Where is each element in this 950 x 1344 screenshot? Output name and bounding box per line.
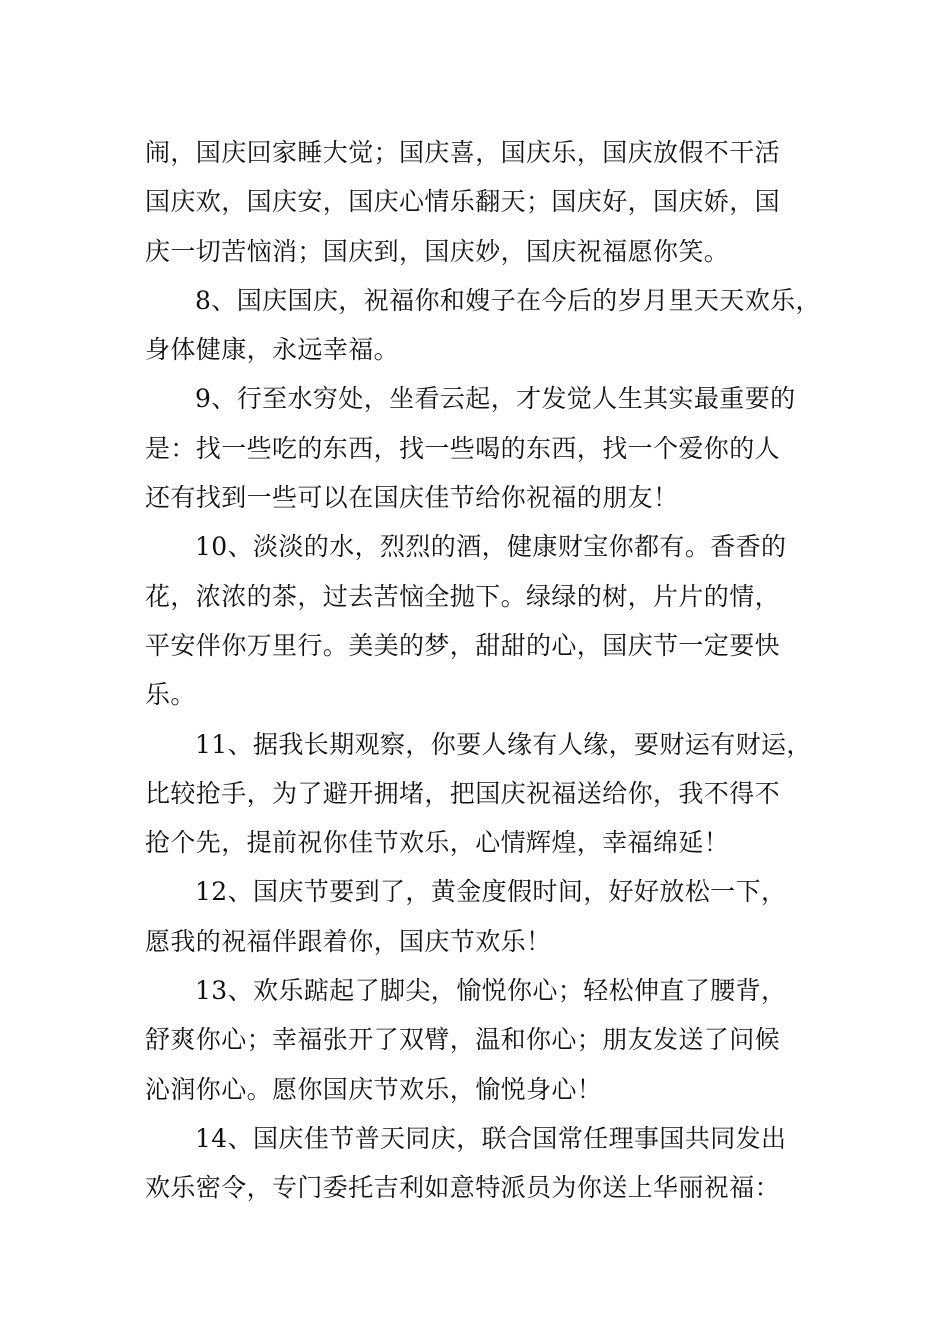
text-line: 平安伴你万里行。美美的梦，甜甜的心，国庆节一定要快 — [145, 630, 781, 660]
paragraph-start-11: 11、据我长期观察，你要人缘有人缘，要财运有财运， — [195, 729, 812, 759]
text-line: 抢个先，提前祝你佳节欢乐，心情辉煌，幸福绵延！ — [145, 828, 730, 858]
paragraph-start-8: 8、国庆国庆，祝福你和嫂子在今后的岁月里天天欢乐， — [195, 285, 821, 315]
text-line: 乐。 — [145, 680, 196, 710]
text-line: 身体健康，永远幸福。 — [145, 335, 400, 365]
document-body — [145, 128, 821, 1213]
text-line: 舒爽你心；幸福张开了双臂，温和你心；朋友发送了问候 — [145, 1025, 781, 1055]
paragraph-start-9: 9、行至水穷处，坐看云起，才发觉人生其实最重要的 — [195, 384, 796, 414]
text-line: 花，浓浓的茶，过去苦恼全抛下。绿绿的树，片片的情， — [145, 581, 781, 611]
paragraph-start-10: 10、淡淡的水，烈烈的酒，健康财宝你都有。香香的 — [195, 532, 787, 562]
text-line: 闹，国庆回家睡大觉；国庆喜，国庆乐，国庆放假不干活 — [145, 138, 781, 167]
text-line: 比较抢手，为了避开拥堵，把国庆祝福送给你，我不得不 — [145, 778, 781, 808]
text-line: 欢乐密令，专门委托吉利如意特派员为你送上华丽祝福： — [145, 1173, 781, 1203]
paragraph-start-12: 12、国庆节要到了，黄金度假时间，好好放松一下， — [195, 877, 787, 907]
paragraph-start-13: 13、欢乐踮起了脚尖，愉悦你心；轻松伸直了腰背， — [195, 976, 787, 1006]
text-line: 是：找一些吃的东西，找一些喝的东西，找一个爱你的人 — [145, 433, 781, 463]
text-line: 庆一切苦恼消；国庆到，国庆妙，国庆祝福愿你笑。 — [145, 236, 730, 266]
text-line: 沁润你心。愿你国庆节欢乐，愉悦身心！ — [145, 1074, 603, 1104]
text-line: 国庆欢，国庆安，国庆心情乐翻天；国庆好，国庆娇，国 — [145, 187, 781, 217]
text-line: 愿我的祝福伴跟着你，国庆节欢乐！ — [145, 926, 552, 956]
text-line: 还有找到一些可以在国庆佳节给你祝福的朋友！ — [145, 483, 679, 513]
paragraph-start-14: 14、国庆佳节普天同庆，联合国常任理事国共同发出 — [195, 1123, 787, 1153]
